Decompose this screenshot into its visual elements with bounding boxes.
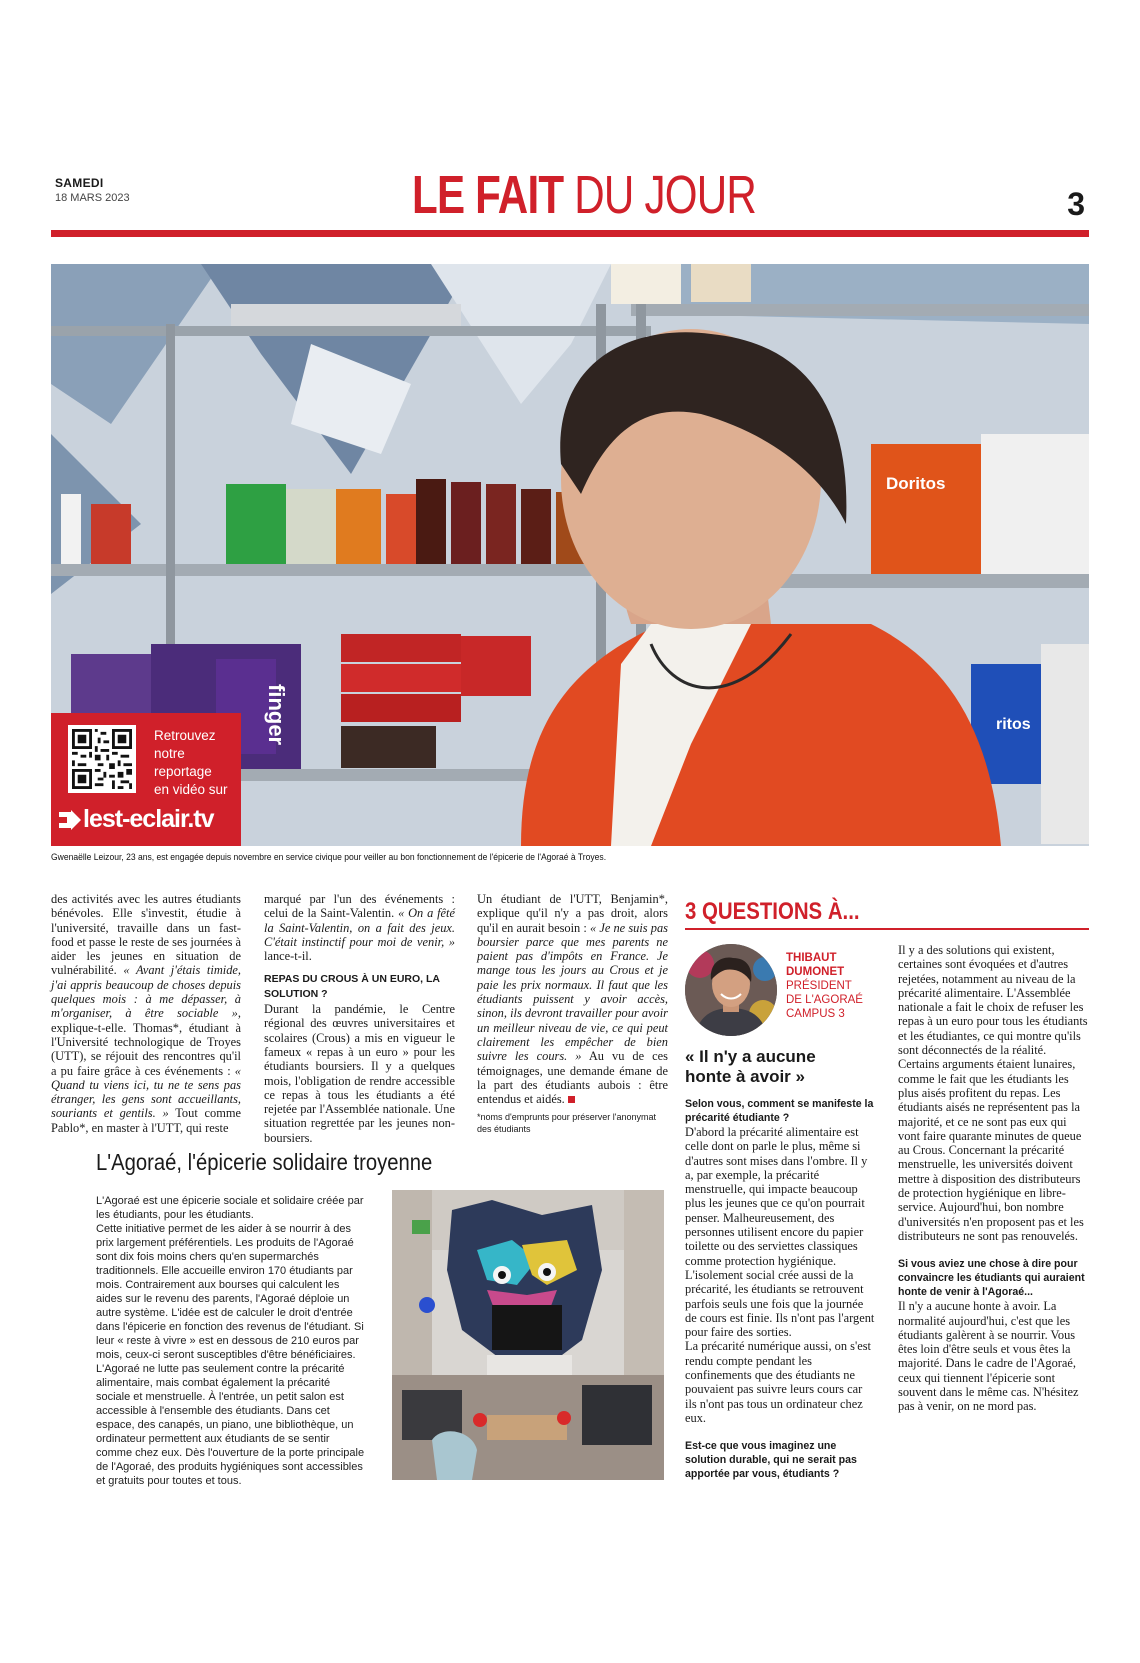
questions-title: 3 QUESTIONS À... bbox=[685, 898, 860, 925]
quote-run: « Quand tu viens ici, tu ne te sens pas étranger, les gens sont accueillants, souriants et gentils. » bbox=[51, 1063, 241, 1121]
interviewee-role: DE L'AGORAÉ bbox=[786, 994, 863, 1006]
article-paragraph bbox=[264, 892, 455, 963]
quote-run: « Avant j'étais timide, j'ai appris beaucoup de choses depuis quelques mois : à me dépasser, à m'organiser, à être sociable » bbox=[51, 963, 241, 1021]
interviewee bbox=[786, 951, 863, 1021]
box-paragraph: Cette initiative permet de les aider à se nourrir à des prix largement préférentiels. Les produits de l'Agoraé sont dix fois moins chers qu'en supermarchés traditionnels. Elle accueille environ 170 étudiants par mois. Contrairement aux bourses qui calculent les aides sur le revenu des parents, l'Agoraé déploie un autre système. L'idée est de calculer le droit d'entrée dans l'épicerie en fonction des revenus de l'étudiant. Si leur « reste à vivre » est en dessous de 210 euros par mois, ceux-ci seront susceptibles d'être bénéficiaires. bbox=[96, 1223, 364, 1361]
questions-rule bbox=[685, 928, 1089, 930]
promo-logo[interactable] bbox=[59, 805, 214, 834]
promo-line: reportage bbox=[154, 764, 212, 779]
doritos-label: Doritos bbox=[886, 474, 946, 493]
question bbox=[685, 1439, 875, 1481]
play-arrow-icon bbox=[59, 808, 81, 828]
text-run: Un étudiant de l'UTT, Benjamin*, explique qu'il n'y a pas droit, alors qu'il en aurait besoin : bbox=[477, 892, 668, 935]
interviewee-last-name: DUMONET bbox=[786, 966, 845, 978]
video-promo[interactable] bbox=[51, 713, 241, 846]
text-run: Au vu de ces témoignages, une demande émane de la part des étudiants aubois : être entendus et aidés. bbox=[477, 1049, 668, 1107]
article-column-1 bbox=[51, 892, 241, 1135]
interviewee-role: PRÉSIDENT bbox=[786, 980, 852, 992]
section-title-bold: LE FAIT bbox=[412, 165, 564, 225]
question: Si vous aviez une chose à dire pour convaincre les étudiants qui auraient honte de venir à l'Agoraé... bbox=[898, 1258, 1085, 1299]
article-paragraph bbox=[477, 892, 668, 1106]
question: Selon vous, comment se manifeste la précarité étudiante ? bbox=[685, 1098, 874, 1124]
header-rule bbox=[51, 230, 1089, 237]
avatar-portrait bbox=[685, 944, 777, 1036]
box-title: L'Agoraé, l'épicerie solidaire troyenne bbox=[96, 1149, 433, 1175]
answer: La précarité numérique aussi, on s'est rendu compte pendant les confinements que des étudiants ne pouvaient pas suivre leurs cours car ils n'ont pas tous un ordinateur chez eux. bbox=[685, 1339, 871, 1425]
lounge-photo-illustration bbox=[392, 1190, 664, 1480]
header-day: SAMEDI bbox=[55, 176, 104, 190]
section-title-light: DU JOUR bbox=[574, 165, 756, 225]
text-run: , explique-t-elle. Thomas*, étudiant à l'Université technologique de Troyes (UTT), se réjouit des rencontres qu'il a pu faire grâce à ces événements : bbox=[51, 1006, 241, 1078]
box-paragraph: L'Agoraé est une épicerie sociale et solidaire créée par les étudiants, pour les étudiants. bbox=[96, 1195, 364, 1221]
promo-line: notre bbox=[154, 746, 185, 761]
interviewee-role: CAMPUS 3 bbox=[786, 1008, 845, 1020]
article-paragraph: Durant la pandémie, le Centre régional des œuvres universitaires et scolaires (Crous) a mis en vigueur le fameux « repas à un euro » pour les étudiants boursiers. Il y a quelques mois, l'obligation de rendre accessible ce repas à tous les étudiants a été rejetée par l'Assemblée nationale. Une situation regrettée par les jeunes non-boursiers. bbox=[264, 1002, 455, 1145]
answer: D'abord la précarité alimentaire est celle dont on parle le plus, même si d'autres sont mises dans l'ombre. Il y a, par exemple, la précarité menstruelle, qui impacte beaucoup plus les jeunes que ce qu'on pourrait penser. Malheureusement, des personnes utilisent encore du papier toilette ou des serviettes classiques comme protection hygiénique. L'isolement social crée aussi de la précarité, les étudiants se retrouvent parfois seuls une fois que la journée de cours est finie. Ils n'ont pas l'argent pour faire des sorties. bbox=[685, 1125, 875, 1340]
question-text: Est-ce que vous imaginez une solution durable, qui ne serait pas apportée par vous, étudiants ? bbox=[685, 1440, 857, 1481]
section-title bbox=[412, 165, 756, 225]
interviewee-first-name: THIBAUT bbox=[786, 952, 837, 964]
questions-column-1 bbox=[685, 1097, 875, 1481]
qr-code-pattern bbox=[72, 729, 132, 789]
ritos-label: ritos bbox=[996, 716, 1031, 733]
questions-column-2 bbox=[898, 943, 1090, 1414]
text-run: des activités avec les autres étudiants bénévoles. Elle s'investit, étudie à l'université, travaille dans un fast-food et passe le reste de ses journées à aider les jeunes en situation de vulnérabilité. bbox=[51, 892, 241, 978]
article-subhead: REPAS DU CROUS À UN EURO, LA SOLUTION ? bbox=[264, 973, 440, 1000]
photo-caption: Gwenaëlle Leizour, 23 ans, est engagée depuis novembre en service civique pour veiller au bon fonctionnement de l'épicerie de l'Agoraé à Troyes. bbox=[51, 852, 607, 862]
finger-label: finger bbox=[264, 684, 289, 746]
article-column-2 bbox=[264, 892, 455, 1145]
header-date: 18 MARS 2023 bbox=[55, 192, 130, 204]
answer: Il y a des solutions qui existent, certaines sont évoquées et d'autres rejetées, notamment au niveau de la précarité alimentaire. L'Assemblée nationale a fait le choix de refuser les repas à un euro pour tous les étudiants et les étudiantes, ce qui montre qu'ils sont déconnectés de la réalité. Certains arguments étaient lunaires, comme le fait que les étudiants les plus aisés profitent du repas. Les étudiants aisés ne représentent pas la majorité, et ce ne sont pas eux qui vont faire quarante minutes de queue au Crous. Concernant la précarité menstruelle, les universités doivent mettre à disposition des distributeurs de protection hygiénique en libre-service. Aujourd'hui, bon nombre d'universités n'en proposent pas et les distributeurs ne sont pas renouvelés. bbox=[898, 943, 1088, 1243]
box-text bbox=[96, 1194, 366, 1488]
quote-run: « Je ne suis pas boursier parce que mes parents ne paient pas d'impôts en France. Je mange tous les jours au Crous et je paie les prix normaux. Il faut que les étudiants puissent y avoir accès, sinon, ils devront travailler pour avoir un meilleur niveau de vie, ce qui peut clairement les empêcher de bien suivre les cours. » bbox=[477, 920, 668, 1064]
end-mark-icon bbox=[568, 1096, 575, 1103]
qr-code[interactable] bbox=[68, 725, 136, 793]
avatar bbox=[685, 944, 777, 1036]
promo-line: en vidéo sur bbox=[154, 782, 228, 797]
interview-quote: « Il n'y a aucune honte à avoir » bbox=[685, 1047, 816, 1086]
page-number: 3 bbox=[1067, 186, 1085, 222]
promo-line: Retrouvez bbox=[154, 728, 216, 743]
text-run: marqué par l'un des événements : celui de la Saint-Valentin. bbox=[264, 892, 455, 921]
quote-run: « On a fêté la Saint-Valentin, on a fait des jeux. C'était instinctif pour moi de venir, » bbox=[264, 906, 455, 949]
article-paragraph bbox=[51, 892, 241, 1135]
footnote: *noms d'emprunts pour préserver l'anonymat des étudiants bbox=[477, 1112, 657, 1135]
answer: Il n'y a aucune honte à avoir. La normalité aujourd'hui, c'est que les étudiants galèrent à se nourrir. Vous êtes loin d'être seuls et vous êtes la majorité. Dans le cadre de l'Agoraé, ceux qui tiennent l'épicerie sont souvent dans le même cas. N'hésitez pas à venir, on ne mord pas. bbox=[898, 1299, 1079, 1414]
text-run: lance-t-il. bbox=[264, 949, 312, 964]
article-column-3 bbox=[477, 892, 668, 1135]
lounge-photo bbox=[392, 1190, 664, 1480]
box-paragraph: L'Agoraé ne lutte pas seulement contre la précarité alimentaire, mais combat également la précarité sociale et menstruelle. À l'entrée, un petit salon est accessible à l'ensemble des étudiants. Dans cet espace, des canapés, un piano, une bibliothèque, un ordinateur permettent aux étudiants de se sentir comme chez eux. Dès l'ouverture de la porte principale de l'Agoraé, des produits hygiéniques sont accessibles et gratuits pour toutes et tous. bbox=[96, 1363, 365, 1487]
text-run: Tout comme Pablo*, en master à l'UTT, qui reste bbox=[51, 1106, 241, 1135]
promo-text bbox=[154, 727, 238, 799]
promo-logo-text: lest-eclair.tv bbox=[83, 805, 214, 833]
